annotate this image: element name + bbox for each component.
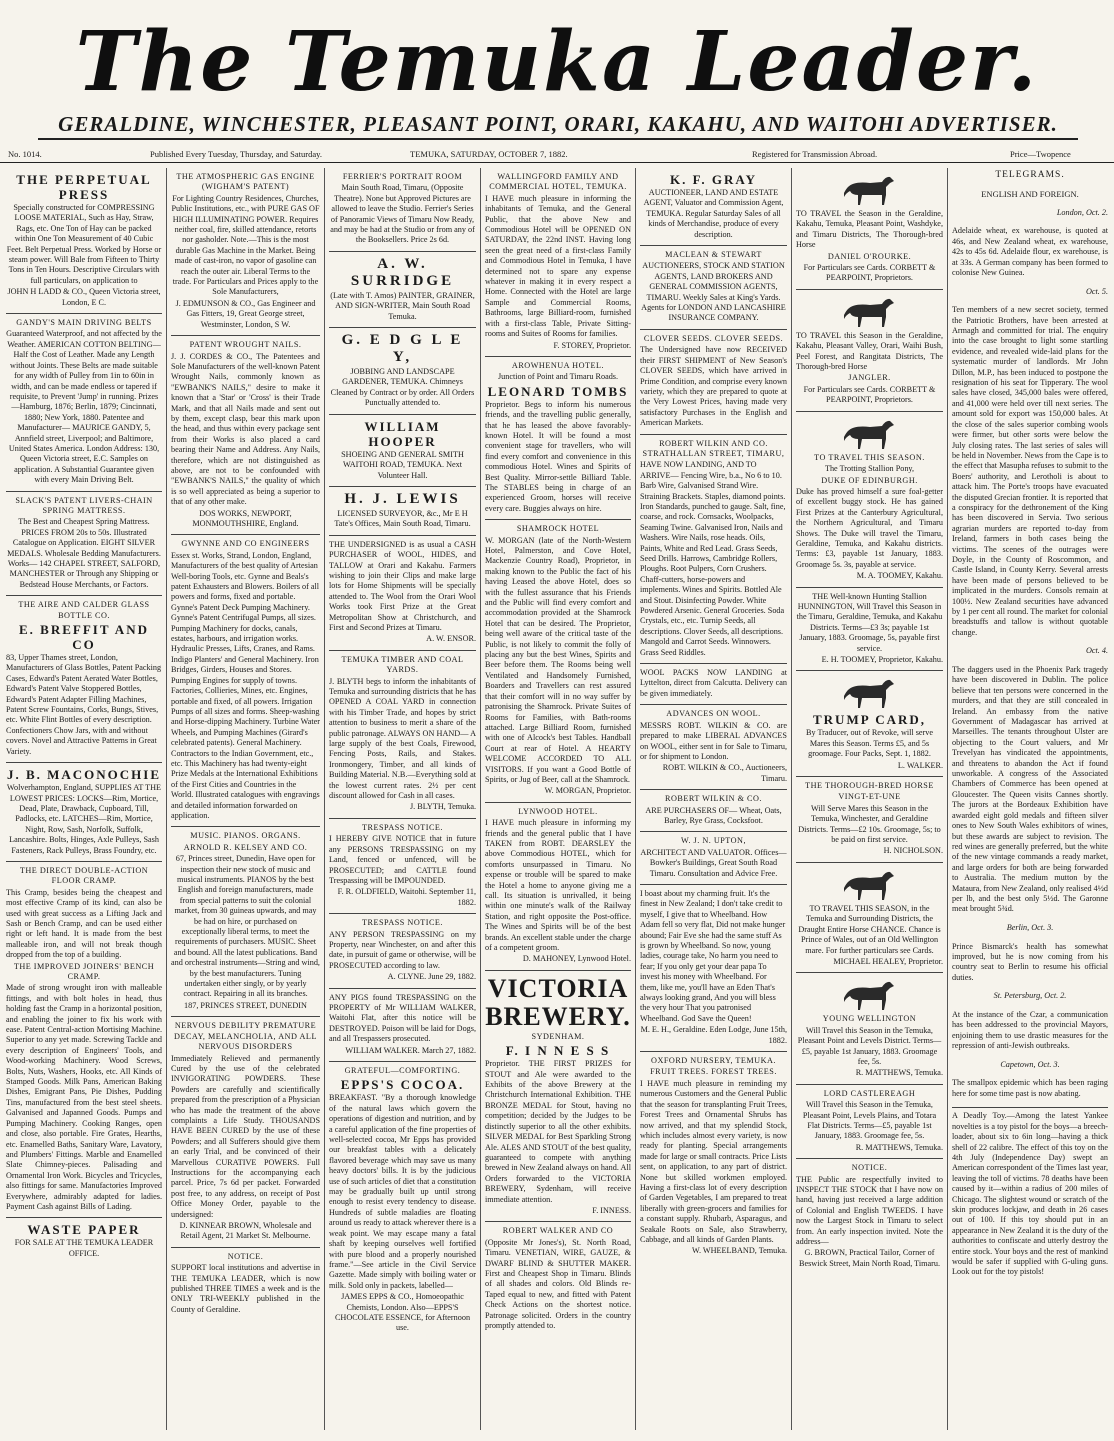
ad-body: I HEREBY GIVE NOTICE that in future any PERSONS TRESPASSING on my Land, fenced or unfenced, will be PROSECUTED; and CATTLE found Trespassing will be IMPOUNDED.: [329, 834, 476, 885]
ad-title: FERRIER'S PORTRAIT ROOM: [342, 172, 463, 181]
telegram-dateline: Berlin, Oct. 3.: [1006, 922, 1054, 932]
deadly-toy-article: A Deadly Toy.—Among the latest Yankee novelties is a toy pistol for the boys—a breech-loader, about six to 6in long—having a thick shell of 22 calibre. The effect of this toy on the 4th July (Independence Day) swept an American correspondent of the Times last year, leaving the toll of victims. 78 deaths have been caused by it—within a radius of 200 miles of Chicago. The slightest wound or scratch of the skin produces lockjaw, and death in 26 cases out of 100. If this toy should put in an appearance in New Zealand it is the duty of the authorities to confiscate and utterly destroy the entire stock. Your boys and the rest of mankind would be safer if supplied with G-uling guns. Look out for the toy pistols!: [952, 1107, 1108, 1278]
ad-title: EPPS'S COCOA.: [340, 1077, 465, 1093]
masthead: [0, 0, 1114, 140]
ad-chance: [796, 863, 943, 973]
ad-body: 67, Princes street, Dunedin, Have open for inspection their new stock of music and musical instruments. PIANOS by the best English and foreign manufacturers, made from special patterns to suit the colonial market, from 30 guineas upwards, and may be had on hire, or purchased on exceptionally liberal terms, to meet the requirements of purchasers. MUSIC. Sheet and bound. All the latest publications. Band and orchestral instruments—String and wind, by the best manufacturers. Tuning undertaken either singly, or by yearly contract. Repairing in all its branches.: [171, 854, 320, 999]
ad-waste-paper: [6, 1218, 162, 1264]
ad-young-wellington: [796, 973, 943, 1084]
ad-heading: NOTICE.: [227, 1251, 264, 1261]
publication-schedule: Published Every Tuesday, Thursday, and Saturday.: [150, 149, 322, 159]
ad-title: PATENT WROUGHT NAILS.: [189, 340, 302, 350]
ad-body: TO TRAVEL the Season in the Geraldine, Kakahu, Temuka, Pleasant Point, Washdyke, and Timaru Districts, The Thorough-bred Horse: [796, 209, 943, 250]
ad-title: ROBERT WALKER AND CO: [502, 1226, 614, 1236]
ad-signature: M. E. H., Geraldine. Eden Lodge, June 15th, 1882.: [640, 1025, 787, 1045]
ad-signature: F. R. OLDFIELD, Waitohi. September 11, 1882.: [337, 887, 476, 907]
ad-walker-pigs: [329, 989, 476, 1062]
ad-vingt-et-une: [796, 777, 943, 863]
ad-epps-cocoa: [329, 1062, 476, 1339]
column-4: [480, 168, 635, 1430]
ad-title: J. B. MACONOCHIE: [6, 767, 162, 783]
ad-signature: A. CLYNE. June 29, 1882.: [387, 972, 476, 982]
ad-signature: JAMES EPPS & CO., Homoeopathic Chemists, London. Also—EPPS'S CHOCOLATE ESSENCE, for Afternoon use.: [334, 1292, 471, 1333]
ad-hooper: [329, 415, 476, 487]
ad-gandy-belts: [6, 314, 162, 492]
ad-signature: MICHAEL HEALEY, Proprietor.: [833, 956, 943, 966]
ad-body: Duke has proved himself a sure foal-getter of excellent buggy stock. He has gained First Prizes at the Canterbury Agricultural, the Northern Agricultural, and Timaru Shows. The Duke will travel the Timaru, Geraldine, Temuka, and Kakahu districts. Terms: £3, payable 1st January, 1883. Groomage 5s. 3s, payable at service.: [796, 486, 943, 569]
ad-body: THE Well-known Hunting Stallion HUNNINGTON, Will Travel this Season in the Timaru, Geraldine, Temuka, and Kakahu Districts. Terms—£3 3s; payable 1st January, 1883. Groomage, 5s, payable first service.: [796, 591, 943, 653]
ad-edgley: [329, 328, 476, 415]
ad-title: VICTORIA BREWERY.: [485, 973, 631, 1031]
column-2: [166, 168, 324, 1430]
ad-body: SHOEING AND GENERAL SMITH WAITOHI ROAD, TEMUKA. Next Volunteer Hall.: [341, 449, 464, 480]
price: Price—Twopence: [1010, 149, 1071, 159]
ad-heading: OXFORD NURSERY, TEMUKA.: [651, 1056, 776, 1066]
ad-advances-wool: [640, 705, 787, 790]
ad-signature: D. MAHONEY, Lynwood Hotel.: [522, 954, 631, 964]
ad-heading: GRATEFUL—COMFORTING.: [344, 1066, 461, 1075]
ad-body: J. J. CORDES & CO., The Patentees and Sole Manufacturers of the well-known Patent Wrought Nails, commonly known as "EWBANK'S NAILS," desire to make it known that a 'Star' or 'Cross' is their Trade Mark, and that all Nails made and sent out by them, except clasp, bear this mark upon the head, and thus within every package sent from their Works is also placed a card bearing their Name and Address. Any Nails, therefore, which are not distinguished as above, are not to be confounded with "EWBANK'S NAILS," the quality of which is so well appreciated as being a superior to that of any other make.: [171, 351, 320, 507]
ad-body: AUCTIONEERS, STOCK AND STATION AGENTS, LAND BROKERS AND GENERAL COMMISSION AGENTS, TIMARU. Weekly Sales at King's Yards. Agents for LONDON AND LANCASHIRE INSURANCE COMPANY.: [641, 261, 786, 323]
ad-body: TO TRAVEL this Season in the Geraldine, Kakahu, Pleasant Valley, Orari, Waihi Bush, Peel Forest, and Rangitata Districts, The Thorough-bred Horse: [796, 330, 943, 372]
ad-title: THE DIRECT DOUBLE-ACTION FLOOR CRAMP.: [19, 865, 149, 886]
ad-body: Will Travel this Season in the Temuka, Pleasant Point and Levels District. Terms—£5, payable 1st January, 1883. Groomage fee, 5s.: [797, 1025, 942, 1066]
ad-body: I HAVE much pleasure in informing the inhabitants of Temuka, and the General Public, that the above New and Commodious Hotel will be OPENED ON SATURDAY, the 22nd INST. Having long seen the great need of a first-class Family and Commodious Hotel in Temuka, I have determined not to spare any expense whatever in making it in every respect a Home. Connected with the Hotel are large Sample and Commercial Rooms, Bathrooms, large Billiard-room, furnished with a first-class Table, Private Sitting-rooms and Suites of Rooms for families.: [485, 193, 631, 339]
column-1: [2, 168, 166, 1430]
ad-perpetual-press: [6, 168, 162, 314]
ad-signature: G. BROWN, Practical Tailor, Corner of Beswick Street, Main North Road, Timaru.: [799, 1248, 940, 1268]
ad-signature: For Particulars see Cards. CORBETT & PEARPOINT, Proprietors.: [803, 263, 936, 283]
ad-hunnington: [796, 588, 943, 672]
ad-wallingford-hotel: [485, 168, 631, 357]
horse-icon: [840, 295, 900, 329]
ad-title: A. W. SURRIDGE: [350, 255, 455, 289]
ad-upton-architect: [640, 832, 787, 885]
ad-title: TRUMP CARD,: [813, 712, 926, 728]
ad-title: DANIEL O'ROURKE.: [827, 251, 912, 261]
ad-heading: AROWHENUA HOTEL.: [511, 360, 605, 370]
ad-signature: WILLIAM WALKER. March 27, 1882.: [345, 1045, 476, 1055]
telegram-dateline: Capetown, Oct. 3.: [1000, 1059, 1060, 1069]
ad-title: YOUNG WELLINGTON: [822, 1014, 917, 1024]
ad-body: THE UNDERSIGNED is as usual a CASH PURCHASER of WOOL, HIDES, and TALLOW at Orari and Kakahu. Farmers wishing to join their Clips and make large lots for Home Shipments will be specially attended to. The Wool from the Orari Wool Works took First Prize at the Great Metropolitan Show at Christchurch, and First and Second Prizes at Timaru.: [329, 539, 476, 632]
ad-trespass-oldfield: [329, 819, 476, 914]
ad-signature: A. W. ENSOR.: [426, 634, 476, 644]
ad-title: WASTE PAPER: [27, 1222, 141, 1238]
ad-wilkin-landing: [640, 435, 787, 665]
ad-title: H. J. LEWIS: [344, 490, 461, 507]
ad-walker-blinds: [485, 1222, 631, 1336]
ad-body: Guaranteed Waterproof, and not affected by the Weather. AMERICAN COTTON BELTING— Half the Cost of Leather. Made any Length without Joints. These Belts are made suitable for any width of Pulley from 1in to 60in in width, and can be made endless or tapered if requisite, to Prevent 'Jump' in running. Prizes—Hamburg, 1876; Berlin, 1879; Cincinnati, 1880; New York, 1880. Patentee and Manufacturer— MAURICE GANDY, 5, Annfield street, Liverpool; and Baltimore, United States America. London Address: 130, Queen Victoria street, E.C. Samples on application. A Substantial Guarantee given with every Main Driving Belt.: [6, 329, 162, 485]
telegram-dateline: Oct. 5.: [1085, 286, 1108, 296]
ad-wrought-nails: [171, 336, 320, 535]
ad-body: ARE PURCHASERS OF— Wheat, Oats, Barley, Rye Grass, Cocksfoot.: [645, 805, 782, 825]
ad-title: GANDY'S MAIN DRIVING BELTS: [16, 318, 152, 328]
telegram-text: The smallpox epidemic which has been raging here for some time past is now abating.: [952, 1078, 1108, 1098]
ad-body: Will Travel this Season in the Temuka, Pleasant Point, Levels Plains, and Totara Flat Districts. Terms—£5, payable 1st January, 1883. Groomage fee, 5s.: [802, 1100, 937, 1141]
ad-gas-engine: [171, 168, 320, 336]
ad-title: THE PERPETUAL PRESS: [16, 172, 152, 202]
telegram-dateline: Oct. 4.: [1085, 646, 1108, 656]
ad-signature: W. WHEELBAND, Temuka.: [691, 1246, 787, 1256]
ad-body: (Opposite Mr Jones's), St. North Road, Timaru. VENETIAN, WIRE, GAUZE, & DWARF BLIND & SHUTTER MAKER. First and Cheapest Shop in Timaru. Blinds of all shades and colors. Old Blinds re-Taped equal to new, and fitted with Patent Check Actions on the shortest notice. Patronage solicited. Orders in the country promptly attended to.: [485, 1237, 631, 1330]
ad-body: LICENSED SURVEYOR, &c., Mr E H Tate's Offices, Main South Road, Timaru.: [334, 508, 471, 529]
telegram-text: At the instance of the Czar, a communication has been addressed to the provincial Mayors, enjoining them to use drastic measures for the repression of anti-Jewish outbreaks.: [952, 1009, 1108, 1051]
ad-arowhenua-hotel: [485, 357, 631, 520]
ad-signature: R. MATTHEWS, Temuka.: [855, 1068, 943, 1078]
ad-shamrock-hotel: [485, 520, 631, 803]
ad-title: ADVANCES ON WOOL.: [666, 709, 761, 719]
ad-gwynne: [171, 535, 320, 827]
ad-body: TO TRAVEL THIS SEASON, in the Temuka and Surrounding Districts, the Draught Entire Horse CHANCE. Chance is Prince of Wales, out of an Old Wellington mare. For further particulars see Cards.: [798, 903, 941, 955]
ad-body: WOOL PACKS NOW LANDING at Lyttelton, direct from Calcutta. Delivery can be given immediately.: [640, 668, 787, 698]
ad-signature: M. A. TOOMEY, Kakahu.: [856, 571, 943, 581]
ad-title: MACLEAN & STEWART: [665, 250, 762, 260]
ad-title: THE ATMOSPHERIC GAS ENGINE (WIGHAM'S PATENT): [176, 172, 315, 192]
ad-body: 83, Upper Thames street, London, Manufacturers of Glass Bottles, Patent Packing Cases, Edward's Patent Aerated Water Bottles, Edward's Patent Valve Stoppered Bottles, Edward's Patent Adapter Filling Machines, Patent Screw Fountains, Corks, Bungs, Stives, etc. White Flint Bottles of every description. Confectioners Chow Jars, with and without covers. Novel and Attractive Patterns in Great Variety.: [6, 653, 162, 756]
ad-body: FOR SALE AT THE TEMUKA LEADER OFFICE.: [14, 1238, 154, 1258]
ad-wool-packs: [640, 664, 787, 705]
ad-ferrier: [329, 168, 476, 252]
ad-signature: L. WALKER.: [897, 760, 943, 770]
ad-clover-seeds: [640, 330, 787, 435]
ad-subheading: Junction of Point and Timaru Roads.: [497, 372, 619, 382]
ad-title: WALLINGFORD FAMILY AND COMMERCIAL HOTEL, TEMUKA.: [489, 172, 627, 192]
ad-body: HAVE NOW LANDING, AND TO ARRIVE— Fencing Wire, b.a., No 6 to 10. Barb Wire, Galvanised Strand Wire. Straining Brackets. Staples, diamond points. Iron Standards, punched to gauge. Salt, fine, coarse, and rock. Cornsacks, Woolpacks, Seaming Twine. Galvanised Iron, Nails and Washers. Wire Nails, rose heads. Oils, Paints, White and Red Lead. Grass Seeds, Seed Drills. Harrows, Cambridge Rollers, Ploughs. Root Pulpers, Corn Crushers. Chaff-cutters, horse-powers and implements. Wines and Spirits. Bottled Ale and Stout. Disinfecting Powder. White Powdered Arsenic. General Groceries. Soda Crystals, etc., etc. Turnip Seeds, all descriptions. Clover Seeds, all descriptions. Mangold and Carrot Seeds. Winnowers. Grass Seed Riddles.: [640, 460, 786, 657]
ad-title: TEMUKA TIMBER AND COAL YARDS.: [341, 654, 464, 675]
ad-body: (Late with T. Amos) PAINTER, GRAINER, AND SIGN-WRITER, Main South Road Temuka.: [330, 290, 475, 321]
ad-body: W. MORGAN (late of the North-Western Hotel, Palmerston, and Cove Hotel, Mackenzie Country Road), Proprietor, in making known to the Public the fact of his having Leased the above Hotel, does so with the fullest assurance that his Friends and the Public will find every comfort and accommodation provided at the Shamrock Hotel that can be desired. The Proprietor, being well aware of the critical taste of the Public, is not likely to commit the folly of placing any but the best Wines, Spirits and Beer before them. The Rooms being well Ventilated and Handsomely Furnished, Boarders and Travellers can rest assured that their comfort will in no way suffer by patronising the Shamrock. Private Suites of Rooms for Families, with Bath-rooms attached. Large Billiard Room, furnished with one of Alcock's best Tables. Handball Court at rear of Hotel. A HEARTY WELCOME ACCORDED TO ALL VISITORS. If you want a Good Bottle of Spirits, or Jug of Beer, call at the Shamrock.: [485, 535, 631, 784]
ad-heading: THE AIRE AND CALDER GLASS BOTTLE CO.: [18, 600, 150, 620]
ad-daniel-orourke: [796, 168, 943, 290]
ad-lord-castlereagh: [796, 1085, 943, 1159]
issue-dateline: TEMUKA, SATURDAY, OCTOBER 7, 1882.: [410, 149, 568, 159]
ad-body: I boast about my charming fruit. It's the finest in New Zealand; I don't take credit to myself, I give that to Wheelband. How Adam fell so very flat, Did not make hunger abound; Fair Eve she had the same stuff As is grown by Wheelband. So now, young ladies, courage take, No harm you need to fear; If you only get your dear papa To invest his money with Wheelband. For them, like me, you'll have an Eden That's always looking grand, And you will bless the very hour That you patronised Wheelband. God Save the Queen!: [640, 888, 786, 1023]
ad-body: Will Serve Mares this Season in the Temuka, Winchester, and Geraldine Districts. Terms—£2 10s. Groomage, 5s; to be paid on first service.: [798, 803, 941, 845]
ad-wilkin-purchasers: [640, 790, 787, 832]
ad-title: CLOVER SEEDS. CLOVER SEEDS.: [643, 333, 784, 343]
telegram-text: Prince Bismarck's health has somewhat improved, but he is now coming from his country seat to Berlin to resume his official duties.: [952, 941, 1108, 982]
horse-icon: [840, 978, 900, 1012]
ad-title: VINGT-ET-UNE: [838, 792, 901, 802]
ad-signature: H. NICHOLSON.: [883, 846, 943, 856]
ad-signature: J. EDMUNSON & CO., Gas Engineer and Gas Fitters, 19, Great George street, Westminster, London, S W.: [175, 298, 316, 329]
ad-title: LORD CASTLEREAGH: [823, 1088, 916, 1098]
ad-signature: F. STOREY, Proprietor.: [553, 340, 631, 350]
ad-signature: JOHN H LADD & CO., Queen Victoria street, London, E C.: [7, 287, 161, 307]
telegram-dateline: London, Oct. 2.: [1056, 207, 1108, 217]
ad-maconochie: [6, 763, 162, 862]
ad-body: AUCTIONEER, LAND AND ESTATE AGENT, Valuator and Commission Agent, TEMUKA. Regular Saturday Sales of all kinds of Merchandise, produce of every description.: [643, 188, 784, 239]
telegram-text: The daggers used in the Phoenix Park tragedy have been discovered in Dublin. The police believe that ten persons were concerned in the murders, and that they are still concealed in Ireland. An embassy from the native Government of Madagascar has arrived at Marseilles. The tenants throughout Ulster are objecting to the Court valuers, and Mr Trevelyan has vindicated the appointments, and threatens to abandon the Act if found unworkable. A congress of the Associated Chambers of Commerce has been opened at Gloucester. The Queen visits Cannes shortly. The jurors at the Bordeaux Exhibition have awarded eight gold medals and fifteen silver ones to New South Wales exhibitors of wines, but these awards are subject to revision. The red wines are generally preferred, but the white of the new vintage commands a ready market, and large orders for both are being forwarded to Australia. The medium mutton by the Mataura, from New Zealand, only realised 4½d per lb, and the best only 5½d. The Garonne meat brought 5¾d.: [952, 665, 1108, 914]
ad-signature: For Particulars see Cards. CORBETT & PEARPOINT, Proprietors.: [803, 384, 936, 405]
ad-body: Main South Road, Timaru, (Opposite Theatre). None but Approved Pictures are allowed to leave the Studio. Ferrier's Series of Panoramic Views of Timaru Now Ready, and may be had at the Studio or from any of the Booksellers. Price 2s 6d.: [330, 183, 475, 245]
ad-signature: F. INNESS.: [592, 1205, 631, 1215]
horse-icon: [840, 676, 900, 710]
ad-duke-of-edinburgh: [796, 412, 943, 588]
ad-body: This Cramp, besides being the cheapest and most effective Cramp of its kind, can also be used with great success as a Lifting Jack and Sash or Bench Cramp, and can be used either right or left hand. It is made from the best malleable iron, and will not break though dropped from the top of a building.: [6, 887, 162, 960]
horse-icon: [840, 417, 900, 451]
column-6: [791, 168, 947, 1430]
ad-heading: THE THOROUGH-BRED HORSE: [805, 781, 934, 791]
ad-signature: 187, PRINCES STREET, DUNEDIN: [184, 1000, 307, 1010]
ad-body: I HAVE much pleasure in informing my friends and the general public that I have TAKEN from ROBT. DEARSLEY the above Commodious HOTEL, which for comforts unsurpassed in Timaru. No expense or trouble will be spared to make the Hotel a home to anyone giving me a call. Its situation is unrivalled, it being within one minute's walk of the Railway Station, and right opposite the Post-office. The Wines and Spirits will be of the best brands. An excellent stable under the charge of a competent groom.: [485, 818, 631, 953]
horse-icon: [840, 173, 900, 207]
ad-lynwood-hotel: [485, 803, 631, 971]
ad-body: The Best and Cheapest Spring Mattress. PRICES FROM 20s to 50s. Illustrated Catalogue on Application. EIGHT SILVER MEDALS. Wholesale Bedding Manufacturers. Works— 142 CHAPEL STREET, SALFORD, MANCHESTER or Through any Shipping or Bedstead House Merchants, or Factors.: [7, 517, 161, 589]
ad-trespass-clyne: [329, 914, 476, 988]
horse-icon: [840, 868, 900, 902]
ad-subheading: The Trotting Stallion Pony,: [824, 464, 915, 474]
ad-subheading: SYDENHAM.: [531, 1031, 585, 1041]
ad-surridge: [329, 252, 476, 328]
telegrams-subheading: ENGLISH AND FOREIGN.: [981, 188, 1079, 199]
ad-title: THE IMPROVED JOINERS' BENCH CRAMP.: [13, 961, 155, 981]
ad-wheelband-poem: [640, 885, 787, 1052]
ad-gray-auctioneer: [640, 168, 787, 246]
ad-title: G. E D G L E Y,: [341, 332, 464, 366]
ad-body: MESSRS ROBT. WILKIN & CO. are prepared to make LIBERAL ADVANCES on WOOL, either sent in for Sale to Timaru, or for shipment to London.: [640, 720, 787, 761]
telegram-text: Adelaide wheat, ex warehouse, is quoted at 46s, and New Zealand wheat, ex warehouse, 42s to 45s 6d. Adelaide flour, ex warehouse, is at 33s. A German company has been formed to colonise New Guinea.: [952, 226, 1108, 278]
ad-body: ARCHITECT AND VALUATOR. Offices—Bowker's Buildings, Great South Road Timaru. Consultation and Advice Free.: [640, 847, 787, 878]
newspaper-subtitle: GERALDINE, WINCHESTER, PLEASANT POINT, ORARI, KAKAHU, AND WAITOHI ADVERTISER.: [38, 112, 1078, 140]
ad-body: Made of strong wrought iron with malleable fittings, and with bolt holes in head, thus holding fast the Cramp in a horizontal position, and enabling the joiner to fix his work with ease. Patent Central-action Mortising Machine. Superior to any yet made. Screwing Tackle and every description of Engineers' Tools, and Wood-working Machinery. Wood Screws, Bolts, Nuts, Washers, Hooks, etc. All Kinds of Stamped Goods. Milk Pans, American Baking Dishes, Emigrant Pans, Pie Dishes, Pudding Tins, manufactured from the best steel sheets. Galvanised and Japanned Goods. Pumps and Pumping Machinery. Cooking Ranges, open and close, also portable. Fire Grates, Hearths, etc. Enamelled Baths, Sanitary Ware, Lavatory, and Plumbers' Fittings. Marble and Enamelled Slate Chimney-pieces. Palisading and Ornamental Iron Work. Bicycles and Tricycles, also fittings for same. Manufactories Improved Everywhere, admirably adapted for ladies. Payment Cash against Bills of Lading.: [6, 983, 162, 1211]
ad-body: ANY PERSON TRESPASSING on my Property, near Winchester, on and after this date, in pursuit of game or otherwise, will be PROSECUTED according to law.: [329, 929, 476, 970]
ad-body: J. BLYTH begs to inform the inhabitants of Temuka and surrounding districts that he has OPENED A COAL YARD in connection with his Timber Trade, and hopes by strict attention to business to merit a share of the public patronage. ALWAYS ON HAND— A large supply of the best Coals, Firewood, Fencing Posts, Rails, and Stakes. Ironmongery, Timber, and all kinds of Building Material. N.B.—Everything sold at the lowest current rates. 2½ per cent discount allowed for Cash in all cases.: [329, 676, 476, 801]
ad-oxford-nursery: [640, 1052, 787, 1262]
ad-nervous-debility: [171, 1017, 320, 1248]
ad-title: ROBERT WILKIN & CO.: [665, 794, 762, 804]
ad-floor-cramp: [6, 862, 162, 1218]
ad-body: JOBBING AND LANDSCAPE GARDENER, TEMUKA. Chimneys Cleaned by Contract or by order. All Orders Punctually attended to.: [330, 367, 475, 408]
ad-signature: J. BLYTH, Temuka.: [410, 802, 476, 812]
ad-heading: LYNWOOD HOTEL.: [518, 806, 598, 816]
ad-signature: W. MORGAN, Proprietor.: [544, 786, 631, 796]
ad-title: FRUIT TREES. FOREST TREES.: [650, 1067, 777, 1077]
ad-title: DUKE OF EDINBURGH.: [821, 475, 918, 485]
newspaper-title: The Temuka Leader.: [75, 14, 1039, 110]
ad-title: W. J. N. UPTON,: [680, 836, 747, 846]
ad-body: Essex st. Works, Strand, London, England, Manufacturers of the best quality of Artesian Well-boring Tools, etc. Gynne and Beals's patent Exhausters and Blowers. Boilers of all powers and forms, fixed and portable. Gynne's Patent Deck Pumping Machinery. Gynne's Patent Centrifugal Pumps, all sizes. Pumping Machinery for docks, canals, estates, harbours, and irrigation works. Hydraulic Presses, Lifts, Cranes, and Rams. Indigo Planters' and General Machinery. Iron Bridges, Girders, Houses and Stores. Pumping Engines for supply of towns. Factories, Collieries, Mines, etc. Engines, portable and fixed, of all powers. Irrigation Pumps of all sizes and forms. Sheep-washing and Horse-dipping Machinery. Turbine Water Wheels, and Pumping Machines (Girard's celebrated patents). General Machinery. Contractors to the Indian Government, etc., etc. This Machinery has had twenty-eight Prize Medals at the International Exhibitions of the First Cities and Countries in the World. Illustrated catalogues with engravings and detailed information forwarded on application.: [171, 550, 320, 820]
ad-victoria-brewery: [485, 971, 631, 1223]
ad-title: TRESPASS NOTICE.: [362, 822, 443, 832]
ad-signature: E. H. TOOMEY, Proprietor, Kakahu.: [821, 655, 943, 664]
registration-note: Registered for Transmission Abroad.: [752, 149, 878, 159]
ad-body: Proprietor. THE FIRST PRIZES for STOUT and Ale were awarded to the Exhibits of the above Brewery at the Christchurch International Exhibition. THE BRONZE MEDAL for Stout, having no competition; decided by the Judges to be distinctly superior to all the other exhibits. SILVER MEDAL for Best Sparkling Strong Ale. ALES AND STOUT of the best quality, guaranteed to compete with anything brewed in New Zealand always on hand. All Orders forwarded to the VICTORIA BREWERY, Sydenham, will receive immediate attention.: [485, 1059, 631, 1204]
ad-body: Proprietor. Begs to inform his numerous friends, and the travelling public generally, that he has leased the above favorably-known Hotel. It will be found a most convenient stage for travellers, who will find every comfort and convenience in this commodious Hotel. Wines and Spirits of Best Quality. Mirror-settle Billiard Table. The STABLES being in charge of an experienced Groom, horses will receive every care. Buggies always on hire.: [485, 399, 631, 513]
ad-body: THE Public are respectfully invited to INSPECT THE STOCK that I have now on hand, having just received a large addition of Colonial and English TWEEDS. I have now the Largest Stock in Timaru to select from. An early inspection invited. Note the address—: [796, 1174, 943, 1247]
ad-body: The Undersigned have now RECEIVED their FIRST SHIPMENT of New Season's CLOVER SEEDS, which have arrived in Prime Condition, and comprise every known variety, which they are prepared to quote at the Very Lowest Prices, having made very satisfactory Purchases in the English and American Markets.: [640, 345, 787, 428]
ad-signature: ROBT. WILKIN & CO., Auctioneers, Timaru.: [662, 763, 787, 783]
ad-body: For Lighting Country Residences, Churches, Public Institutions, etc., with PURE GAS OF HIGH ILLUMINATING POWER. Requires neither coal, fire, skilled attendance, retorts nor gasholder. Note.—This is the most durable Gas Machine in the Market. Being made of cast-iron, no vapor of gasoline can reach the outer air. Liberal Terms to the trade. For Particulars and Prices apply to the Sole Manufacturers,: [171, 193, 320, 297]
column-7-telegrams: [947, 168, 1112, 1430]
ad-maclean-stewart: [640, 246, 787, 330]
ad-title: ARNOLD R. KELSEY AND CO.: [183, 842, 308, 852]
ad-heading: NOTICE.: [851, 1163, 888, 1173]
columns: [0, 168, 1114, 1433]
ad-heading: TO TRAVEL THIS SEASON.: [814, 452, 925, 462]
ad-body: Specially constructed for COMPRESSING LOOSE MATERIAL, Such as Hay, Straw, Rags, etc. One Ton of Hay can be packed within One Ton Measurement of 40 Cubic Feet. Belt Perpetual Press. Worked by Horse or steam power. Will Bale from Fifteen to Thirty Tons in Ten Hours. Descriptive Circulars with full particulars, on application to: [6, 203, 162, 285]
ad-signature: D. KINNEAR BROWN, Wholesale and Retail Agent, 21 Market St. Melbourne.: [179, 1221, 312, 1241]
ad-title: SLACK'S PATENT LIVERS-CHAIN SPRING MATTRESS.: [15, 495, 153, 515]
publication-info-line: [0, 146, 1114, 163]
ad-title: NERVOUS DEBILITY PREMATURE DECAY, MELANCHOLIA, AND ALL NERVOUS DISORDERS: [174, 1021, 317, 1052]
ad-title: TRESPASS NOTICE.: [362, 918, 443, 928]
telegram-dateline: St. Petersburg, Oct. 2.: [993, 991, 1067, 1001]
ad-title: WILLIAM HOOPER: [364, 418, 441, 449]
ad-body: Wolverhampton, England, SUPPLIES AT THE LOWEST PRICES: LOCKS—Rim, Mortice, Dead, Plate, Drawback, Cupboard, Till, Padlocks, etc. LATCHES—Rim, Mortice, Night, Row, Sash, Norfolk, Suffolk, Lancashire. Bolts, Hinges, Axle Pulleys, Sash Fasteners, Rack Pulleys, Brass Foundry, etc.: [6, 783, 162, 855]
ad-jangler: [796, 290, 943, 412]
ad-body: Immediately Relieved and permanently Cured by the use of the celebrated INVIGORATING POWDERS. These Powders are carefully and scientifically prepared from the prescription of a Physician who has made the treatment of the above complaints a Life Study. THOUSANDS HAVE BEEN CURED by the use of these Powders; and all Sufferers should give them an early Trial, and be convinced of their Marvellous CURATIVE POWERS. Full Instructions for the accompanying each parcel. Price, 7s 6d per packet. Forwarded post free, to any address, on receipt of Post Office Money Order, payable to the undersigned:: [171, 1053, 320, 1219]
ad-signature: DOS WORKS, NEWPORT, MONMOUTHSHIRE, England.: [192, 508, 299, 528]
issue-number: No. 1014.: [8, 149, 42, 159]
ad-blyth-timber: [329, 651, 476, 819]
column-3: [324, 168, 480, 1430]
ad-body: I HAVE much pleasure in reminding my numerous Customers and the General Public that the season for transplanting Fruit Trees, Forest Trees and Ornamental Shrubs has now arrived, and that my splendid Stock, which includes almost every variety, is now ready for planting. Special arrangements made for large or small contracts. Price Lists sent, on application, to any part of district. None but skilled workmen employed. Having a first-class lot of every description of Garden Vegetables, I am prepared to treat liberally with green-grocers and families for a constant supply. Rhubarb, Asparagus, and Seakale Roots on Sale, also Strawberry, Cabbage, and all kinds of Garden Plants.: [640, 1078, 787, 1244]
telegrams-heading: TELEGRAMS.: [995, 170, 1065, 180]
ad-body: SUPPORT local institutions and advertise in THE TEMUKA LEADER, which is now published THREE TIMES a week and is the ONLY TRI-WEEKLY published in the County of Geraldine.: [171, 1263, 320, 1314]
ad-title: JANGLER.: [848, 373, 891, 383]
ad-brown-tailor: [796, 1159, 943, 1274]
ad-heading: SHAMROCK HOTEL: [516, 524, 600, 534]
ad-title: E. BREFFIT AND CO: [19, 622, 149, 653]
ad-title: K. F. GRAY: [670, 172, 757, 187]
ad-lewis: [329, 487, 476, 536]
ad-trump-card: [796, 671, 943, 777]
ad-body: ANY PIGS found TRESPASSING on the PROPERTY of Mr WILLIAM WALKER, Waitohi Flat, after this notice will be DESTROYED. Poison will be laid for Dogs, and all Trespassers prosecuted.: [329, 992, 476, 1044]
ad-heading: MUSIC. PIANOS. ORGANS.: [190, 831, 301, 841]
ad-leader-notice: [171, 1248, 320, 1320]
ad-breffit: [6, 596, 162, 763]
ad-title: LEONARD TOMBS: [487, 383, 629, 399]
ad-slack-mattress: [6, 492, 162, 597]
ad-proprietor: F. I N N E S S: [505, 1043, 611, 1059]
ad-body: By Traducer, out of Revoke, will serve Mares this Season. Terms £5, and 5s groomage. Four Packs, Sept. 1, 1882.: [805, 728, 933, 759]
telegram-text: Ten members of a new secret society, termed the Patriotic Brothers, have been arrested at Armagh and committed for trial. The enquiry into the case brought to light some startling evidence, and revealed wide-laid plans for the systematic murder of landlords. Mr John Dillon, M.P., has been induced to postpone the resignation of his seat for Tipperary. The wool sales have closed, 345,000 bales were offered, and 41,000 were held over till next series. The amount sold for export was 150,000 bales. At the close of the sales superior combing wools were firmer, but other sorts were below the July closing rates. The last series of sales will be held in November. News from the Cape is to the effect that Masupha refuses to submit to the Boers' authority, and Lerotholi is about to attack him. The Porte's troops have evacuated the disputed Grecian frontier. It is reported that a conspiracy for the dethronement of the King has been discovered in Servia. Two serious agrarian murders are reported to-day from Ireland, farmers in both cases being the victims. The scenes of the outrages were Doyle, in the County of Roscommon, and Castle Island, in County Kerry. Several arrests have been made of persons believed to be implicated in the murders. Consols remain at 100½. New Zealand securities have advanced by 1 per cent all round. The market for colonial breadstuffs and tallow is without quotable change.: [952, 305, 1108, 637]
ad-kelsey-music: [171, 827, 320, 1017]
column-5: [635, 168, 791, 1430]
ad-title: GWYNNE AND CO ENGINEERS: [181, 539, 310, 549]
ad-signature: R. MATTHEWS, Temuka.: [855, 1142, 943, 1152]
ad-title: ROBERT WILKIN AND CO. STRATHALLAN STREET, TIMARU,: [642, 438, 785, 458]
ad-body: BREAKFAST. "By a thorough knowledge of the natural laws which govern the operations of digestion and nutrition, and by a careful application of the fine properties of well-selected cocoa, Mr Epps has provided our breakfast tables with a delicately flavored beverage which may save us many heavy doctors' bills. It is by the judicious use of such articles of diet that a constitution may be gradually built up until strong enough to resist every tendency to disease. Hundreds of subtle maladies are floating around us ready to attack wherever there is a weak point. We may escape many a fatal shaft by keeping ourselves well fortified with pure blood and a properly nourished frame."—See article in the Civil Service Gazette. Made simply with boiling water or milk. Sold only in packets, labelled—: [329, 1093, 476, 1290]
ad-ensor: [329, 536, 476, 651]
